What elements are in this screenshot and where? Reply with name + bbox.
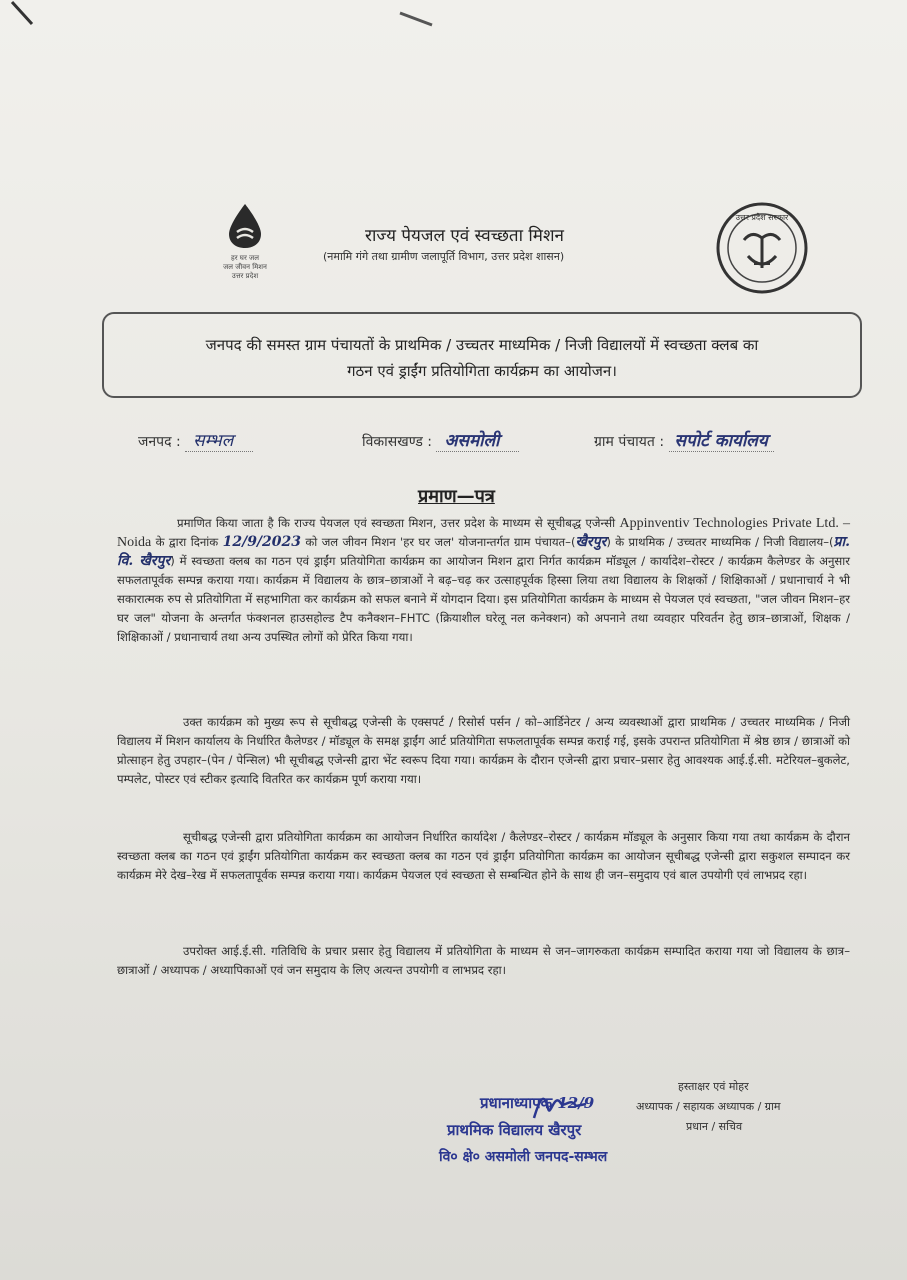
vikaskhand-field <box>362 428 519 451</box>
water-drop-icon <box>225 202 265 250</box>
school-name: प्रा. वि. खैरपुर <box>117 534 850 569</box>
vikaskhand-label: विकासखण्ड : <box>362 434 433 450</box>
signature-line-3: प्रधान / सचिव <box>686 1120 743 1133</box>
stamp-designation: प्रधानाध्यापक <box>480 1094 553 1112</box>
stamp-block: वि० क्षे० असमोली जनपद-सम्भल <box>439 1149 608 1165</box>
para1-part4: ) के प्राथमिक / उच्चतर माध्यमिक / निजी विद्यालय–( <box>606 535 834 549</box>
emblem-text: उत्तर प्रदेश सरकार <box>735 213 789 222</box>
banner-line-2: गठन एवं ड्राईंग प्रतियोगिता कार्यक्रम का आयोजन। <box>347 362 617 380</box>
stamp-school: प्राथमिक विद्यालय खैरपुर <box>447 1121 582 1139</box>
gram-panchayat-value: सपोर्ट कार्यालय <box>669 431 774 452</box>
har-ghar-jal-logo <box>205 202 285 281</box>
janpad-label: जनपद : <box>138 434 181 450</box>
para3-text: सूचीबद्ध एजेन्सी द्वारा प्रतियोगिता कार्यक्रम का आयोजन निर्धारित कार्यादेश / कैलेण्डर–रोस्टर / कार्यक्रम मॉड्यूल के अनुसार किया गया तथा कार्यक्रम के दौरान स्वच्छता क्लब का गठन एवं ड्राईंग प्रतियोगिता कार्यक्रम कर स्वच्छता क्लब का गठन एवं ड्राईंग प्रतियोगिता कार्यक्रम का आयोजन सूचीबद्ध एजेन्सी द्वारा सकुशल सम्पादन कर कार्यक्रम मेरे देख–रेख में सफलतापूर्वक सम्पन्न कराया गया। कार्यक्रम पेयजल एवं स्वच्छता से सम्बन्धित होने के साथ ही जन–समुदाय एवं बाल उपयोगी एवं लाभप्रद रहा। <box>117 830 850 882</box>
vikaskhand-value: असमोली <box>436 431 519 452</box>
up-government-emblem-icon <box>714 200 810 296</box>
certificate-heading: प्रमाण—पत्र <box>418 486 495 507</box>
agency-name: Appinventiv Technologies Private Ltd. – Noida <box>117 516 851 550</box>
logo-caption-3: उत्तर प्रदेश <box>231 272 259 280</box>
mission-subtitle: (नमामि गंगे तथा ग्रामीण जलापूर्ति विभाग, उत्तर प्रदेश शासन) <box>323 250 565 263</box>
para2-text: उक्त कार्यक्रम को मुख्य रूप से सूचीबद्ध एजेन्सी के एक्सपर्ट / रिसोर्स पर्सन / को–आर्डिनेटर / अन्य व्यवस्थाओं द्वारा प्राथमिक / उच्चतर माध्यमिक / निजी विद्यालय में मिशन कार्यालय के निर्धारित कैलेण्डर / मॉड्यूल के समक्ष ड्राईंग आर्ट प्रतियोगिता सफलतापूर्वक सम्पन्न कराई गई, इसके उपरान्त प्रतियोगिता में श्रेष्ठ छात्र / छात्राओं को प्रोत्साहन हेतु उपहार–(पेन / पेन्सिल) भी सूचीबद्ध एजेन्सी द्वारा भेंट स्वरूप दिया गया। कार्यक्रम के दौरान एजेन्सी द्वारा प्रचार–प्रसार हेतु आवश्यक आई.ई.सी. मटेरियल–बुकलेट, पम्पलेट, पोस्टर एवं स्टीकर इत्यादि वितरित कर कार्यक्रम पूर्ण कराया गया। <box>117 715 850 786</box>
signature-line-1: हस्ताक्षर एवं मोहर <box>678 1080 749 1093</box>
para1-part2: के द्वारा दिनांक <box>155 535 219 549</box>
pen-mark <box>10 0 50 30</box>
paragraph-4 <box>117 942 850 980</box>
signature-line-2: अध्यापक / सहायक अध्यापक / ग्राम <box>636 1100 781 1113</box>
janpad-value: सम्भल <box>185 431 253 452</box>
stamp-date: 12/9 <box>557 1094 595 1112</box>
gram-panchayat-name: खैरपुर <box>575 534 607 550</box>
paragraph-2 <box>117 713 850 789</box>
pen-stroke <box>398 10 438 30</box>
logo-caption-2: जल जीवन मिशन <box>223 263 267 271</box>
para4-text: उपरोक्त आई.ई.सी. गतिविधि के प्रचार प्रसार हेतु विद्यालय में प्रतियोगिता के माध्यम से जन–जागरुकता कार्यक्रम सम्पादित कराया गया जो विद्यालय के छात्र–छात्राओं / अध्यापक / अध्यापिकाओं एवं जन समुदाय के लिए अत्यन्त उपयोगी व लाभप्रद रहा। <box>117 944 850 977</box>
janpad-field <box>138 428 253 451</box>
school-stamp <box>435 1090 607 1171</box>
paragraph-1 <box>117 514 850 647</box>
gram-panchayat-label: ग्राम पंचायत : <box>594 434 665 450</box>
para1-part1: प्रमाणित किया जाता है कि राज्य पेयजल एवं स्वच्छता मिशन, उत्तर प्रदेश के माध्यम से सूचीबद्ध एजेन्सी <box>177 516 616 530</box>
program-banner <box>102 312 862 398</box>
banner-line-1: जनपद की समस्त ग्राम पंचायतों के प्राथमिक / उच्चतर माध्यमिक / निजी विद्यालयों में स्वच्छता क्लब का <box>205 336 759 354</box>
gram-panchayat-field <box>594 428 774 451</box>
program-date: 12/9/2023 <box>222 534 302 550</box>
mission-title: राज्य पेयजल एवं स्वच्छता मिशन <box>365 226 564 246</box>
logo-caption-1: हर घर जल <box>231 254 259 262</box>
paragraph-3 <box>117 828 850 885</box>
para1-part5: ) में स्वच्छता क्लब का गठन एवं ड्राईंग प्रतियोगिता कार्यक्रम का आयोजन मिशन द्वारा निर्गत कार्यक्रम मॉड्यूल / कार्यादेश–रोस्टर / कार्यक्रम कैलेण्डर के अनुसार सफलतापूर्वक सम्पन्न कराया गया। कार्यक्रम में विद्यालय के छात्र–छात्राओं ने बढ़–चढ़ कर उत्साहपूर्वक हिस्सा लिया तथा विद्यालय के शिक्षकों / शिक्षिकाओं / प्रधानाचार्य ने भी सकारात्मक रुप से प्रतियोगिता में सहभागिता कर कार्यक्रम को सफल बनाने में योगदान दिया। इस प्रतियोगिता कार्यक्रम के माध्यम से पेयजल एवं स्वच्छता, "जल जीवन मिशन–हर घर जल" योजना के अन्तर्गत फंक्शनल हाउसहोल्ड टैप कनैक्शन–FHTC (क्रियाशील घरेलू नल कनेक्शन) को अपनाने तथा व्यवहार परिवर्तन हेतु छात्र–छात्राओं, शिक्षक / शिक्षिकाओं / प्रधानाचार्य तथा अन्य उपस्थित लोगों को प्रेरित किया गया। <box>117 554 850 644</box>
signature-block <box>636 1077 780 1137</box>
para1-part3: को जल जीवन मिशन 'हर घर जल' योजनान्तर्गत ग्राम पंचायत–( <box>305 535 576 549</box>
